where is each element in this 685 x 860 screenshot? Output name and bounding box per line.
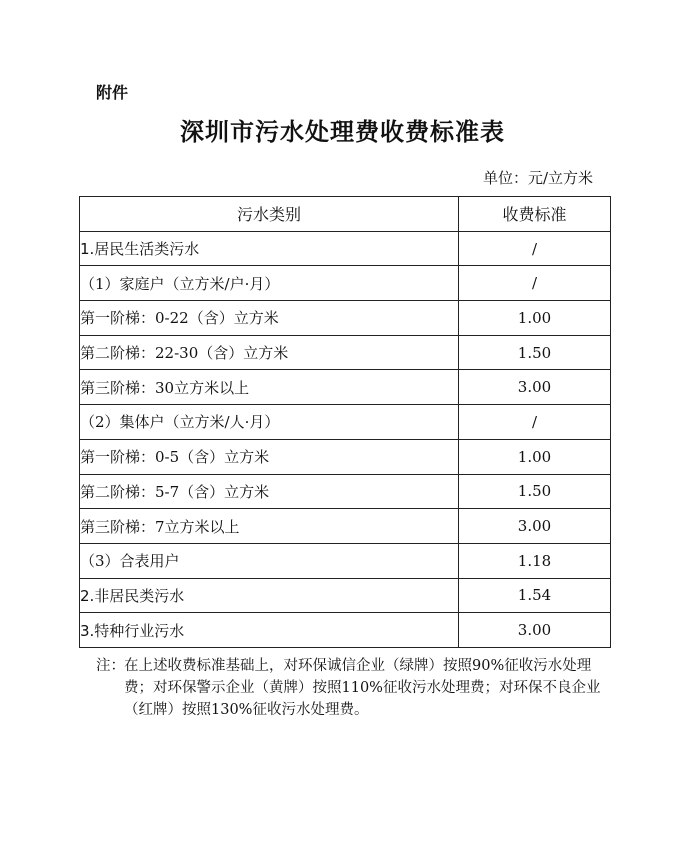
table-row bbox=[80, 543, 611, 578]
table-row bbox=[80, 301, 611, 336]
fee-cell: 1.00 bbox=[459, 439, 611, 474]
fee-cell: 1.50 bbox=[459, 474, 611, 509]
table-row bbox=[80, 439, 611, 474]
category-cell: 第二阶梯：5-7（含）立方米 bbox=[80, 474, 459, 509]
table-row bbox=[80, 405, 611, 440]
table-row bbox=[80, 509, 611, 544]
category-cell: 第一阶梯：0-5（含）立方米 bbox=[80, 439, 459, 474]
table-row bbox=[80, 474, 611, 509]
fee-cell: / bbox=[459, 231, 611, 266]
document-title: 深圳市污水处理费收费标准表 bbox=[180, 118, 505, 146]
fee-cell: 1.18 bbox=[459, 543, 611, 578]
category-cell: （1）家庭户（立方米/户·月） bbox=[80, 266, 459, 301]
footnote bbox=[96, 655, 606, 721]
fee-cell: 3.00 bbox=[459, 509, 611, 544]
fee-cell: 3.00 bbox=[459, 613, 611, 648]
category-cell: 3.特种行业污水 bbox=[80, 613, 459, 648]
category-cell: 第二阶梯：22-30（含）立方米 bbox=[80, 335, 459, 370]
category-cell: 第三阶梯：30立方米以上 bbox=[80, 370, 459, 405]
fee-cell: / bbox=[459, 266, 611, 301]
table-row bbox=[80, 335, 611, 370]
header-category: 污水类别 bbox=[80, 197, 459, 232]
footnote-text: 在上述收费标准基础上，对环保诚信企业（绿牌）按照90%征收污水处理费；对环保警示企业（黄牌）按照110%征收污水处理费；对环保不良企业（红牌）按照130%征收污水处理费。 bbox=[124, 658, 601, 718]
fee-cell: 1.50 bbox=[459, 335, 611, 370]
category-cell: 1.居民生活类污水 bbox=[80, 231, 459, 266]
table-row bbox=[80, 613, 611, 648]
category-cell: 2.非居民类污水 bbox=[80, 578, 459, 613]
footnote-label: 注： bbox=[96, 658, 125, 674]
table-row bbox=[80, 231, 611, 266]
table-row bbox=[80, 578, 611, 613]
unit-label: 单位：元/立方米 bbox=[482, 169, 593, 187]
category-cell: （3）合表用户 bbox=[80, 543, 459, 578]
category-cell: （2）集体户（立方米/人·月） bbox=[80, 405, 459, 440]
attachment-label: 附件 bbox=[96, 83, 129, 102]
fee-cell: / bbox=[459, 405, 611, 440]
category-cell: 第一阶梯：0-22（含）立方米 bbox=[80, 301, 459, 336]
table-header-row bbox=[80, 197, 611, 232]
table-row bbox=[80, 266, 611, 301]
fee-cell: 3.00 bbox=[459, 370, 611, 405]
fee-cell: 1.54 bbox=[459, 578, 611, 613]
fee-cell: 1.00 bbox=[459, 301, 611, 336]
header-fee: 收费标准 bbox=[459, 197, 611, 232]
category-cell: 第三阶梯：7立方米以上 bbox=[80, 509, 459, 544]
fee-table bbox=[79, 196, 611, 648]
table-row bbox=[80, 370, 611, 405]
